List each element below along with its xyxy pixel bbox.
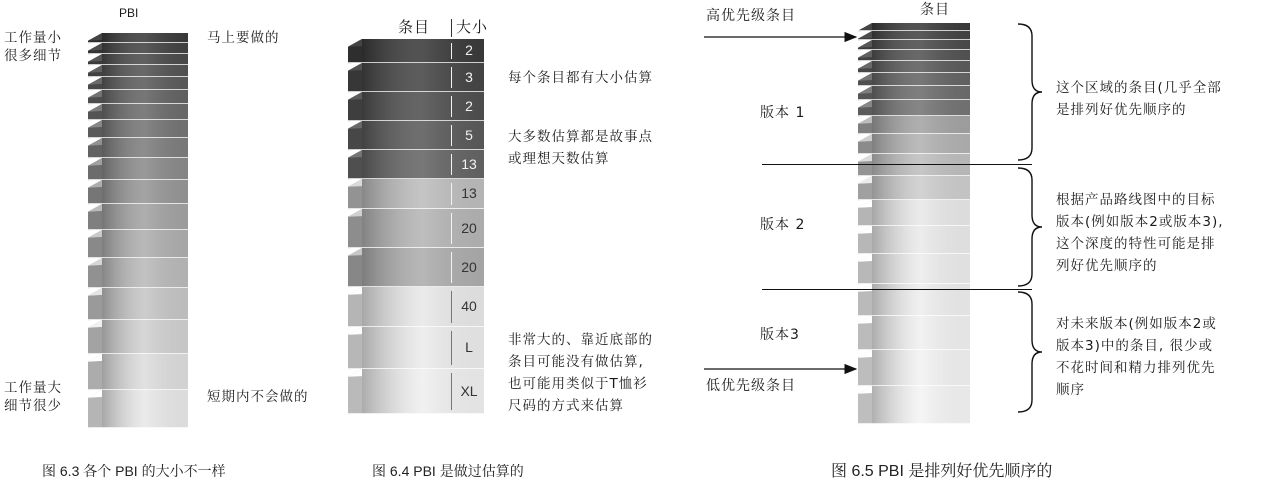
fig65-release-divider-1 bbox=[762, 164, 1032, 165]
fig65-slab bbox=[858, 31, 970, 41]
fig65-slab bbox=[858, 40, 970, 51]
fig65-low-label: 低优先级条目 bbox=[706, 378, 796, 394]
fig65-slab bbox=[858, 386, 970, 425]
fig64-note3-line3: 也可能用类似于T恤衫 bbox=[508, 376, 648, 392]
fig63-bottom-left-line2: 细节很少 bbox=[4, 398, 62, 414]
fig65-slab bbox=[858, 73, 970, 87]
fig65-slab bbox=[858, 86, 970, 101]
fig65-slab bbox=[858, 200, 970, 227]
fig64-size-label: 5 bbox=[465, 126, 473, 143]
fig63-top-left-line2: 很多细节 bbox=[4, 48, 62, 64]
fig65-slab bbox=[858, 316, 970, 351]
fig63-top-left-line1: 工作量小 bbox=[4, 30, 62, 46]
fig65-note2-line2: 版本(例如版本2或版本3), bbox=[1056, 214, 1224, 230]
fig64-size-label: 13 bbox=[461, 185, 477, 201]
fig65-slab bbox=[858, 100, 970, 117]
fig63-top-right: 马上要做的 bbox=[207, 30, 280, 46]
fig65-release2: 版本 2 bbox=[760, 217, 806, 233]
fig64-size-label: 2 bbox=[465, 42, 473, 58]
fig65-slab bbox=[858, 254, 970, 285]
fig65-slab bbox=[858, 154, 970, 177]
fig65-high-label: 高优先级条目 bbox=[706, 8, 796, 24]
fig65-brace-3 bbox=[1018, 292, 1042, 412]
fig64-note2-line2: 或理想天数估算 bbox=[508, 151, 610, 167]
fig65-caption: 图 6.5 PBI 是排列好优先顺序的 bbox=[831, 463, 1053, 480]
fig65-release3: 版本3 bbox=[760, 327, 800, 343]
fig64-note2-line1: 大多数估算都是故事点 bbox=[508, 129, 653, 145]
fig64-size-label: XL bbox=[460, 382, 478, 399]
fig65-slab bbox=[858, 50, 970, 62]
fig65-note1-line1: 这个区域的条目(几乎全部 bbox=[1056, 80, 1222, 96]
fig65-note2-line4: 列好优先顺序的 bbox=[1056, 258, 1158, 274]
fig64-note3-line1: 非常大的、靠近底部的 bbox=[508, 332, 653, 348]
fig65-slab bbox=[858, 116, 970, 135]
fig65-slab bbox=[858, 176, 970, 201]
fig65-brace-1 bbox=[1018, 24, 1042, 160]
fig65-slab bbox=[858, 23, 970, 32]
fig64-note1: 每个条目都有大小估算 bbox=[508, 70, 653, 86]
fig63-bottom-left-line1: 工作量大 bbox=[4, 380, 62, 396]
fig65-slab bbox=[858, 350, 970, 387]
fig65-slab bbox=[858, 226, 970, 255]
fig64-size-label: 20 bbox=[461, 219, 477, 236]
fig64-size-label: 20 bbox=[461, 258, 477, 275]
fig63-header: PBI bbox=[119, 6, 139, 20]
fig65-slab bbox=[858, 61, 970, 74]
fig64-size-label: 3 bbox=[465, 68, 473, 85]
fig63-bottom-right: 短期内不会做的 bbox=[207, 389, 309, 405]
fig65-note3-line4: 顺序 bbox=[1056, 382, 1085, 398]
fig65-header: 条目 bbox=[920, 2, 950, 18]
fig64-size-label: L bbox=[465, 339, 473, 355]
fig65-note2-line3: 这个深度的特性可能是排 bbox=[1056, 236, 1216, 252]
fig65-release1: 版本 1 bbox=[760, 105, 806, 121]
fig64-header-items: 条目 bbox=[398, 18, 431, 36]
fig64-header-size: 大小 bbox=[456, 18, 489, 36]
fig64-caption: 图 6.4 PBI 是做过估算的 bbox=[372, 463, 524, 479]
fig65-brace-2 bbox=[1018, 168, 1042, 286]
fig64-note3-line4: 尺码的方式来估算 bbox=[508, 398, 624, 414]
fig63-caption: 图 6.3 各个 PBI 的大小不一样 bbox=[42, 463, 226, 479]
fig64-size-label: 2 bbox=[465, 97, 473, 114]
fig65-note1-line2: 是排列好优先顺序的 bbox=[1056, 102, 1187, 118]
fig64-size-label: 40 bbox=[461, 298, 477, 314]
fig65-note2-line1: 根据产品路线图中的目标 bbox=[1056, 192, 1216, 208]
fig65-note3-line2: 版本3)中的条目, 很少或 bbox=[1056, 338, 1213, 354]
fig65-release-divider-2 bbox=[762, 289, 1032, 290]
fig64-size-label: 13 bbox=[461, 155, 477, 172]
fig65-slab bbox=[858, 134, 970, 155]
fig65-note3-line3: 不花时间和精力排列优先 bbox=[1056, 360, 1216, 376]
fig64-note3-line2: 条目可能没有做估算, bbox=[508, 354, 644, 370]
fig65-note3-line1: 对未来版本(例如版本2或 bbox=[1056, 316, 1217, 332]
